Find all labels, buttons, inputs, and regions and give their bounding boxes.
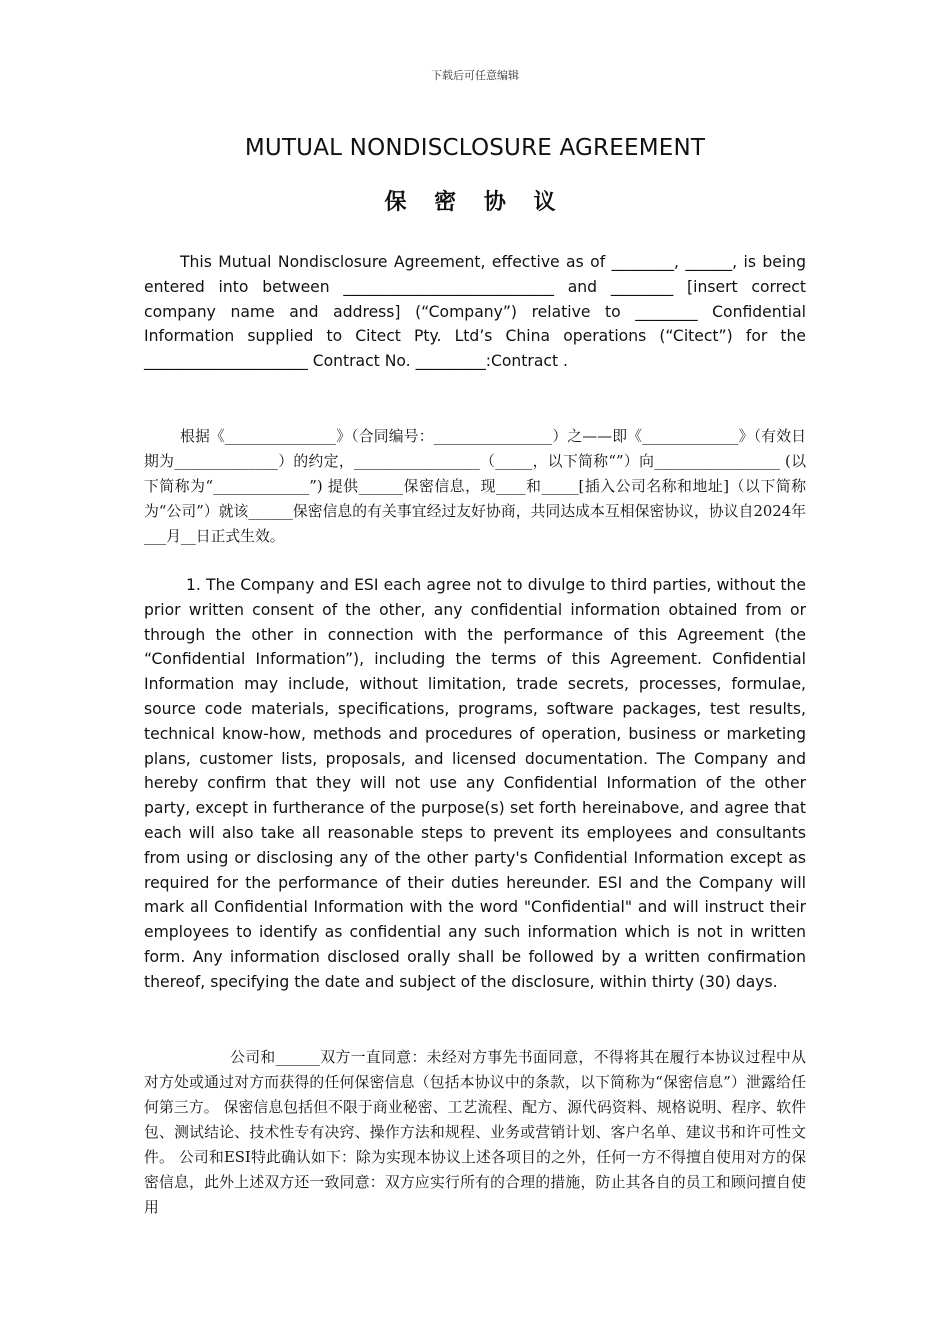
- document-title-english: MUTUAL NONDISCLOSURE AGREEMENT: [244, 135, 706, 161]
- clause-1-chinese: 公司和______双方一直同意：未经对方事先书面同意，不得将其在履行本协议过程中从 对方处或通过对方而获得的任何保密信息（包括本协议中的条款，以下简称为“保密信息”）泄露给任何第三方。 保密信息包括但不限于商业秘密、工艺流程、配方、源代码资料、规格说明、程序、软件包、测试结论、技术性专有决窍、操作方法和规程、业务或营销计划、客户名单、建议书和许可性文件。 公司和ESI特此确认如下：除为实现本协议上述各项目的之外，任何一方不得擅自使用对方的保密信息，此外上述双方还一致同意：双方应实行所有的合理的措施，防止其各自的员工和顾问擅自使用: [144, 1049, 806, 1216]
- header-note: 下载后可任意编辑: [431, 69, 519, 82]
- document-title-chinese: 保 密 协 议: [384, 189, 566, 215]
- intro-paragraph-english: This Mutual Nondisclosure Agreement, effective as of ________, ______, is being entered into between ___________________________ and ________ [insert correct company name and address] (“Company”) relative to ________ Confidential Information supplied to Citect Pty. Ltd’s China operations (“Citect”) for the _____________________ Contract No. _________:Contract .: [144, 253, 806, 371]
- intro-paragraph-chinese: 根据《_______________》（合同编号：________________）之——即《_____________》（有效日期为______________）的约定，_________________（_____，以下简称“”）向_________________ (以下简称为“_____________”) 提供______保密信息，现____和_____[插入公司名称和地址]（以下简称为“公司”）就该______保密信息的有关事宜经过友好协商，共同达成本互相保密协议，协议自2024年___月__日正式生效。: [144, 428, 806, 545]
- clause-1-english: 1. The Company and ESI each agree not to divulge to third parties, without the prior written consent of the other, any confidential information obtained from or through the other in connection with the performance of this Agreement (the “Confidential Information”), including the terms of this Agreement. Confidential Information may include, without limitation, trade secrets, processes, formulae, source code materials, specifications, programs, software packages, test results, technical know-how, methods and procedures of operation, business or marketing plans, customer lists, proposals, and licensed documentation. The Company and hereby confirm that they will not use any Confidential Information of the other party, except in furtherance of the purpose(s) set forth hereinabove, and agree that each will also take all reasonable steps to prevent its employees and consultants from using or disclosing any of the other party's Confidential Information except as required for the performance of their duties hereunder. ESI and the Company will mark all Confidential Information with the word "Confidential" and will instruct their employees to identify as confidential any such information which is not in written form. Any information disclosed orally shall be followed by a written confirmation thereof, specifying the date and subject of the disclosure, within thirty (30) days.: [144, 576, 806, 991]
